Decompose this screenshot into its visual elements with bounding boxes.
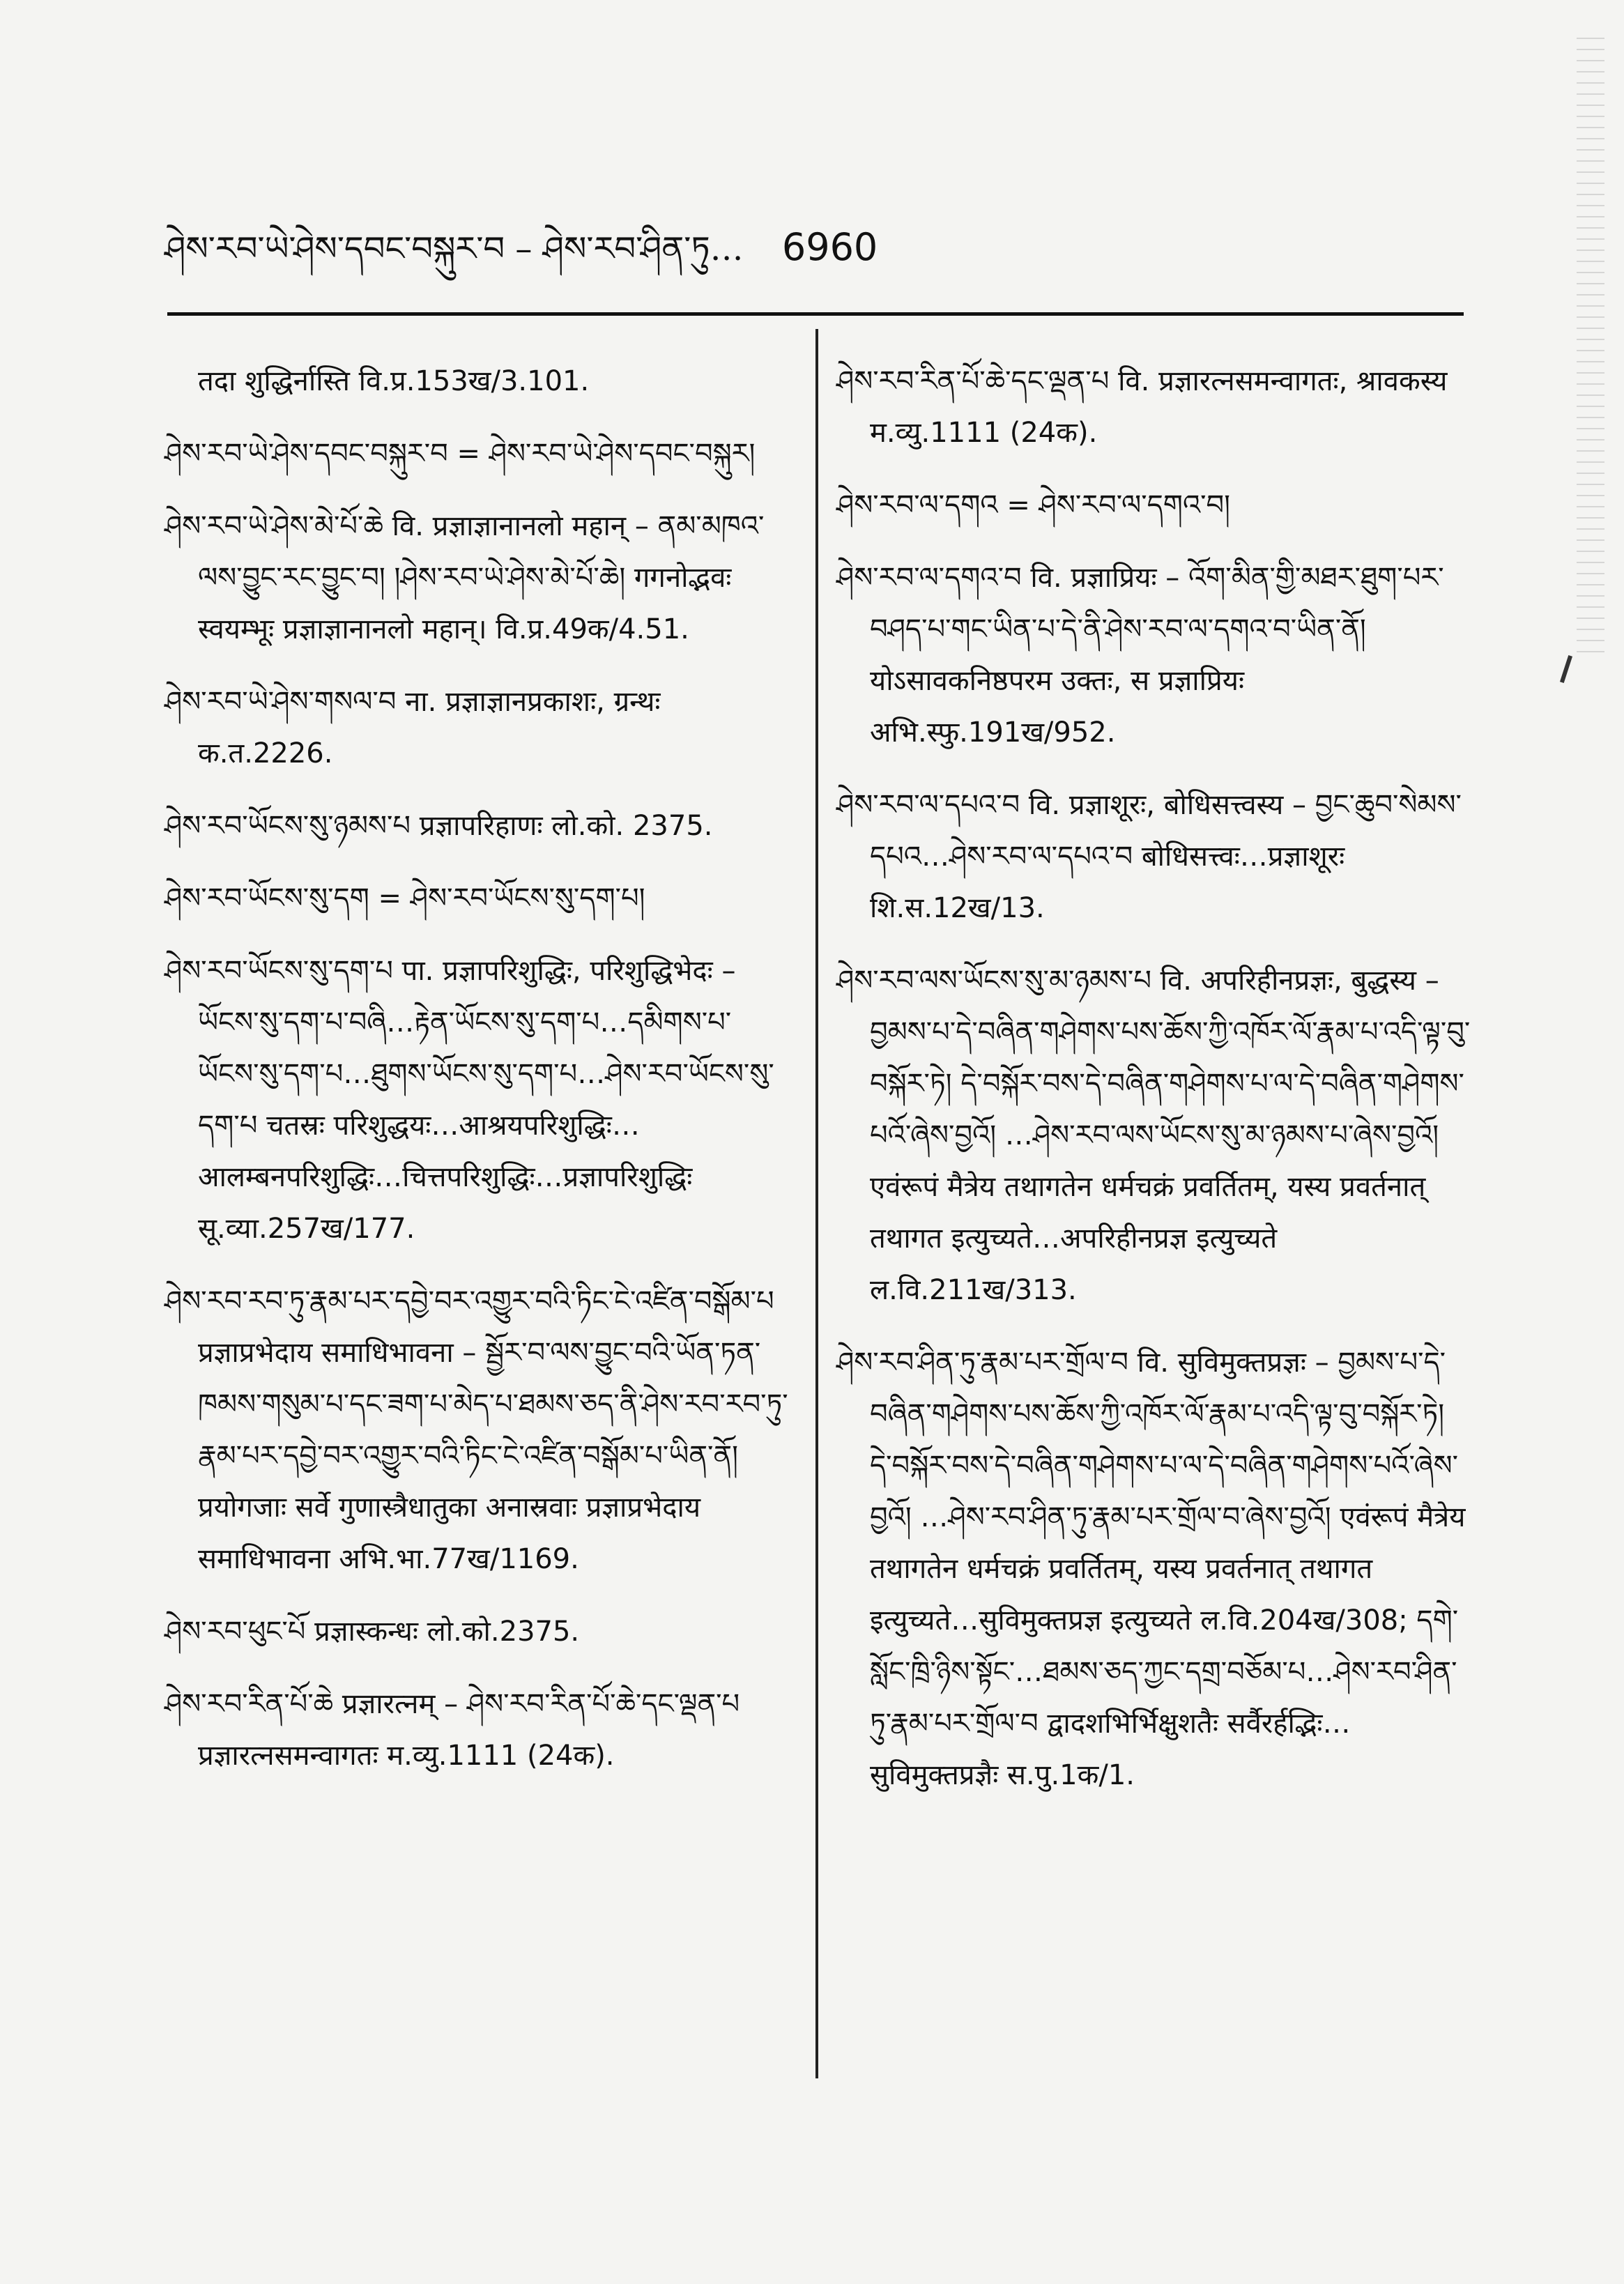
- page-header: [164, 209, 1475, 286]
- dictionary-entry: ཤེས་རབ་ཡོངས་སུ་ཉམས་པ प्रज्ञापरिहाणः लो.को. 2375.: [164, 810, 713, 842]
- left-column: [164, 355, 792, 1802]
- dictionary-entry: ཤེས་རབ་ཕུང་པོ प्रज्ञास्कन्धः लो.को.2375.: [164, 1616, 580, 1648]
- column-divider: [815, 329, 818, 2078]
- margin-mark: [1560, 655, 1572, 683]
- scan-margin-noise: [1577, 28, 1604, 655]
- dictionary-entry: ཤེས་རབ་རིན་པོ་ཆེ प्रज्ञारत्नम् – ཤེས་རབ་རིན་པོ་ཆེ་དང་ལྡན་པ प्रज्ञारत्नसमन्वागतः म.व्यु.1111 (24क).: [164, 1688, 740, 1772]
- dictionary-entry: ཤེས་རབ་ཡེ་ཤེས་དབང་བསྐུར་བ = ཤེས་རབ་ཡེ་ཤེས་དབང་བསྐུར།: [164, 438, 756, 470]
- header-rule: [167, 312, 1464, 316]
- dictionary-entry: ཤེས་རབ་ཡོངས་སུ་དག = ཤེས་རབ་ཡོངས་སུ་དག་པ།: [164, 882, 645, 914]
- right-column: [836, 355, 1471, 1822]
- dictionary-entry: ཤེས་རབ་ཡོངས་སུ་དག་པ पा. प्रज्ञापरिशुद्धिः, परिशुद्धिभेदः – ཡོངས་སུ་དག་པ་བཞི…རྟེན་ཡོངས་སུ་དག་པ…དམིགས་པ་ཡོངས་སུ་དག་པ…ཐུགས་ཡོངས་སུ་དག་པ…ཤེས་རབ་ཡོངས་སུ་དག་པ चतस्रः परिशुद्धयः…आश्रयपरिशुद्धिः…आलम्बनपरिशुद्धिः…चित्तपरिशुद्धिः…प्रज्ञापरिशुद्धिः सू.व्या.257ख/177.: [164, 955, 774, 1245]
- dictionary-entry: ཤེས་རབ་ཡེ་ཤེས་མེ་པོ་ཆེ वि. प्रज्ञाज्ञानानलो महान् – ནམ་མཁའ་ལས་བྱུང་རང་བྱུང་བ། །ཤེས་རབ་ཡེ་ཤེས་མེ་པོ་ཆེ། गगनोद्भवः स्वयम्भूः प्रज्ञाज्ञानानलो महान्। वि.प्र.49क/4.51.: [164, 510, 765, 645]
- header-headword-range: ཤེས་རབ་ཡེ་ཤེས་དབང་བསྐུར་བ – ཤེས་རབ་ཤིན་ཏུ…: [164, 229, 744, 268]
- dictionary-entry: ཤེས་རབ་ལ་དཔའ་བ वि. प्रज्ञाशूरः, बोधिसत्त्वस्य – བྱང་ཆུབ་སེམས་དཔའ…ཤེས་རབ་ལ་དཔའ་བ बोधिसत्त्वः…प्रज्ञाशूरः शि.स.12ख/13.: [836, 789, 1462, 924]
- dictionary-entry: ཤེས་རབ་རིན་པོ་ཆེ་དང་ལྡན་པ वि. प्रज्ञारत्नसमन्वागतः, श्रावकस्य म.व्यु.1111 (24क).: [836, 365, 1448, 449]
- dictionary-entry: ཤེས་རབ་ལས་ཡོངས་སུ་མ་ཉམས་པ वि. अपरिहीनप्रज्ञः, बुद्धस्य – བྱམས་པ་དེ་བཞིན་གཤེགས་པས་ཆོས་ཀྱི་འཁོར་ལོ་རྣམ་པ་འདི་ལྟ་བུ་བསྐོར་ཏེ། དེ་བསྐོར་བས་དེ་བཞིན་གཤེགས་པ་ལ་དེ་བཞིན་གཤེགས་པའོ་ཞེས་བྱའོ། …ཤེས་རབ་ལས་ཡོངས་སུ་མ་ཉམས་པ་ཞེས་བྱའོ། एवंरूपं मैत्रेय तथागतेन धर्मचक्रं प्रवर्तितम्, यस्य प्रवर्तनात् तथागत इत्युच्यते…अपरिहीनप्रज्ञ इत्युच्यते ल.वि.211ख/313.: [836, 965, 1471, 1306]
- dictionary-entry: ཤེས་རབ་རབ་ཏུ་རྣམ་པར་དབྱེ་བར་འགྱུར་བའི་ཏིང་ངེ་འཛིན་བསྒོམ་པ प्रज्ञाप्रभेदाय समाधिभावना – སྦྱོར་བ་ལས་བྱུང་བའི་ཡོན་ཏན་ཁམས་གསུམ་པ་དང་ཟག་པ་མེད་པ་ཐམས་ཅད་ནི་ཤེས་རབ་རབ་ཏུ་རྣམ་པར་དབྱེ་བར་འགྱུར་བའི་ཏིང་ངེ་འཛིན་བསྒོམ་པ་ཡིན་ནོ། प्रयोगजाः सर्वे गुणास्त्रैधातुका अनास्रवाः प्रज्ञाप्रभेदाय समाधिभावना अभि.भा.77ख/1169.: [164, 1285, 788, 1575]
- page-number: 6960: [781, 225, 878, 269]
- dictionary-entry: ཤེས་རབ་ལ་དགའ་བ वि. प्रज्ञाप्रियः – འོག་མིན་གྱི་མཐར་ཐུག་པར་བཤད་པ་གང་ཡིན་པ་དེ་ནི་ཤེས་རབ་ལ་དགའ་བ་ཡིན་ནོ། योऽसावकनिष्ठपरम उक्तः, स प्रज्ञाप्रियः अभि.स्फु.191ख/952.: [836, 562, 1444, 749]
- dictionary-entry: ཤེས་རབ་ཤིན་ཏུ་རྣམ་པར་གྲོལ་བ वि. सुविमुक्तप्रज्ञः – བྱམས་པ་དེ་བཞིན་གཤེགས་པས་ཆོས་ཀྱི་འཁོར་ལོ་རྣམ་པ་འདི་ལྟ་བུ་བསྐོར་ཏེ། དེ་བསྐོར་བས་དེ་བཞིན་གཤེགས་པ་ལ་དེ་བཞིན་གཤེགས་པའོ་ཞེས་བྱའོ། …ཤེས་རབ་ཤིན་ཏུ་རྣམ་པར་གྲོལ་བ་ཞེས་བྱའོ། एवंरूपं मैत्रेय तथागतेन धर्मचक्रं प्रवर्तितम्, यस्य प्रवर्तनात् तथागत इत्युच्यते…सुविमुक्तप्रज्ञ इत्युच्यते ल.वि.204ख/308; དགེ་སློང་ཁྲི་ཉིས་སྟོང་…ཐམས་ཅད་ཀྱང་དགྲ་བཅོམ་པ…ཤེས་རབ་ཤིན་ཏུ་རྣམ་པར་གྲོལ་བ द्वादशभिर्भिक्षुशतैः सर्वैरर्हद्भिः…सुविमुक्तप्रज्ञैः स.पु.1क/1.: [836, 1347, 1466, 1791]
- dictionary-entry: ཤེས་རབ་ལ་དགའ = ཤེས་རབ་ལ་དགའ་བ།: [836, 489, 1231, 521]
- entry-continuation: तदा शुद्धिर्नास्ति वि.प्र.153ख/3.101.: [198, 365, 590, 397]
- dictionary-entry: ཤེས་རབ་ཡེ་ཤེས་གསལ་བ ना. प्रज्ञाज्ञानप्रकाशः, ग्रन्थः क.त.2226.: [164, 686, 661, 769]
